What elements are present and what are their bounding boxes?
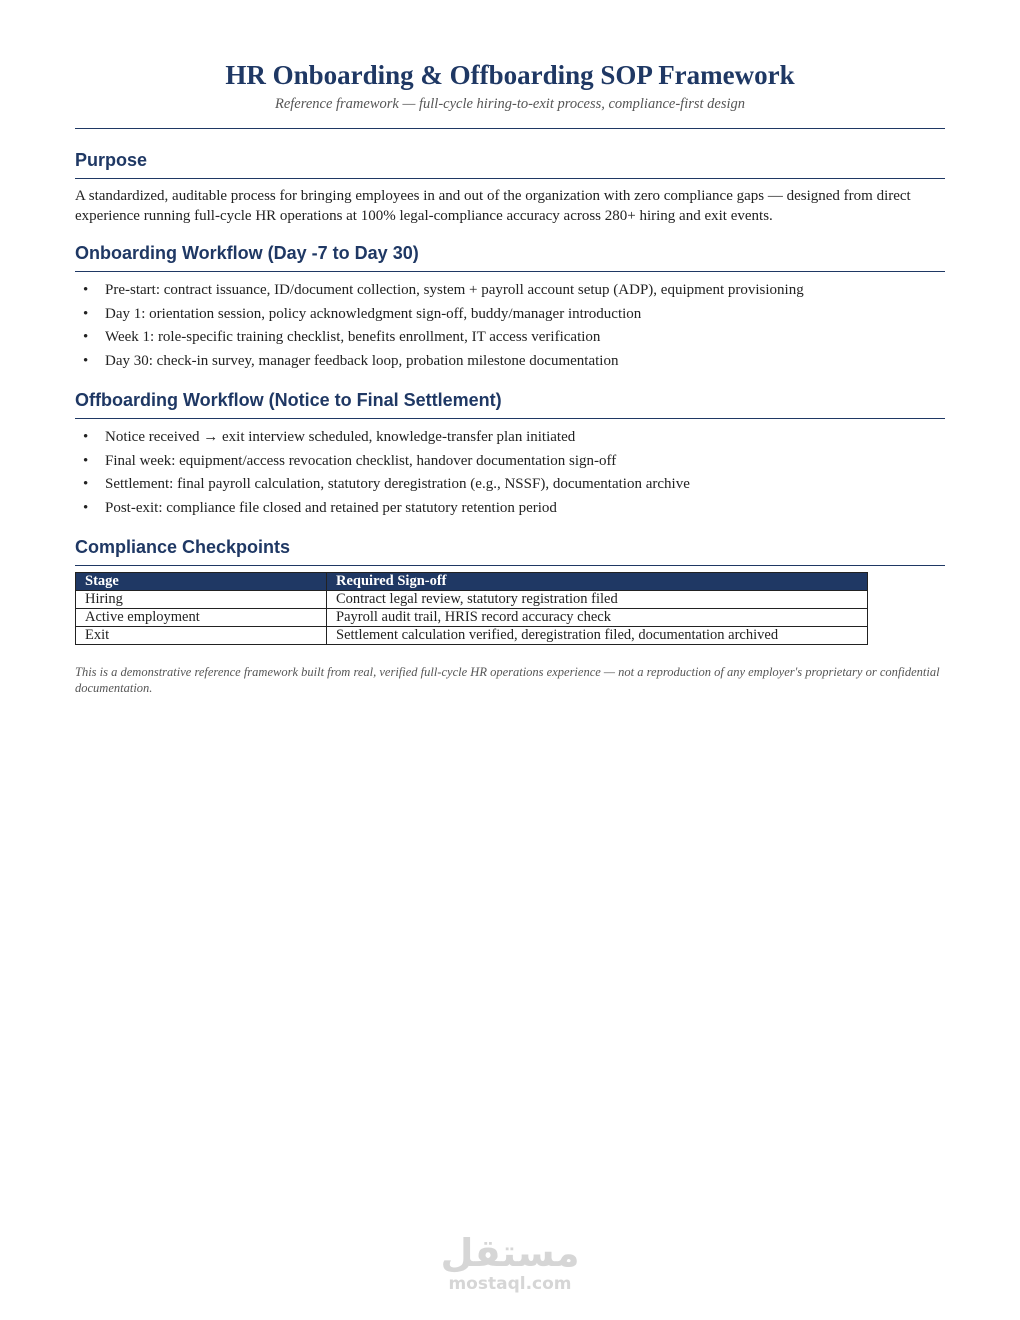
watermark-logo	[0, 1232, 1020, 1294]
table-row	[76, 609, 868, 627]
table-cell: Exit	[76, 627, 327, 645]
watermark-glyph: مستقل	[440, 1231, 580, 1275]
table-row	[76, 591, 868, 609]
table-row	[76, 627, 868, 645]
offboarding-heading: Offboarding Workflow (Notice to Final Settlement)	[75, 389, 945, 419]
bullet-icon: •	[83, 476, 89, 492]
list-item	[75, 350, 945, 374]
bullet-icon: •	[83, 329, 89, 345]
bullet-icon: •	[83, 452, 89, 469]
list-item	[75, 326, 945, 350]
list-item-text: Post-exit: compliance file closed and retained per statutory retention period	[105, 499, 557, 516]
table-cell: Hiring	[76, 591, 327, 609]
list-item-text: Settlement: final payroll calculation, statutory deregistration (e.g., NSSF), documentation archive	[105, 476, 690, 492]
list-item-text: Day 1: orientation session, policy acknowledgment sign-off, buddy/manager introduction	[105, 305, 642, 322]
purpose-heading: Purpose	[75, 149, 945, 179]
list-item	[75, 303, 945, 327]
compliance-heading: Compliance Checkpoints	[75, 536, 945, 566]
table-cell: Settlement calculation verified, deregistration filed, documentation archived	[327, 627, 868, 645]
list-item	[75, 450, 945, 474]
purpose-text: A standardized, auditable process for bringing employees in and out of the organization with zero compliance gaps — designed from direct experience running full-cycle HR operations at 100% legal-compliance accuracy across 280+ hiring and exit events.	[75, 188, 911, 224]
onboarding-list	[75, 279, 945, 373]
list-item	[75, 426, 945, 450]
list-item-text: Notice received → exit interview scheduled, knowledge-transfer plan initiated	[105, 429, 576, 445]
document-page	[75, 0, 945, 696]
watermark-text: mostaql.com	[448, 1274, 572, 1294]
onboarding-heading: Onboarding Workflow (Day -7 to Day 30)	[75, 242, 945, 272]
list-item-text: Pre-start: contract issuance, ID/document collection, system + payroll account setup (ADP), equipment provisioning	[105, 282, 804, 298]
list-item-text: Day 30: check-in survey, manager feedback loop, probation milestone documentation	[105, 352, 619, 369]
bullet-icon: •	[83, 282, 89, 298]
bullet-icon: •	[83, 305, 89, 322]
page-title: HR Onboarding & Offboarding SOP Framework	[225, 60, 795, 90]
column-header-stage: Stage	[76, 573, 327, 591]
list-item	[75, 279, 945, 303]
list-item-text: Final week: equipment/access revocation checklist, handover documentation sign-off	[105, 452, 617, 469]
bullet-icon: •	[83, 352, 89, 369]
bullet-icon: •	[83, 429, 89, 445]
header-divider	[75, 128, 945, 129]
page-subtitle: Reference framework — full-cycle hiring-to-exit process, compliance-first design	[274, 96, 746, 112]
list-item	[75, 473, 945, 497]
table-cell: Contract legal review, statutory registration filed	[327, 591, 868, 609]
compliance-table	[75, 572, 868, 645]
list-item-text: Week 1: role-specific training checklist, benefits enrollment, IT access verification	[105, 329, 601, 345]
table-header-row	[76, 573, 868, 591]
offboarding-list	[75, 426, 945, 520]
bullet-icon: •	[83, 499, 89, 516]
column-header-signoff: Required Sign-off	[327, 573, 868, 591]
table-cell: Payroll audit trail, HRIS record accuracy check	[327, 609, 868, 627]
table-cell: Active employment	[76, 609, 327, 627]
footnote: This is a demonstrative reference framework built from real, verified full-cycle HR operations experience — not a reproduction of any employer's proprietary or confidential documentation.	[75, 665, 940, 695]
list-item	[75, 497, 945, 521]
